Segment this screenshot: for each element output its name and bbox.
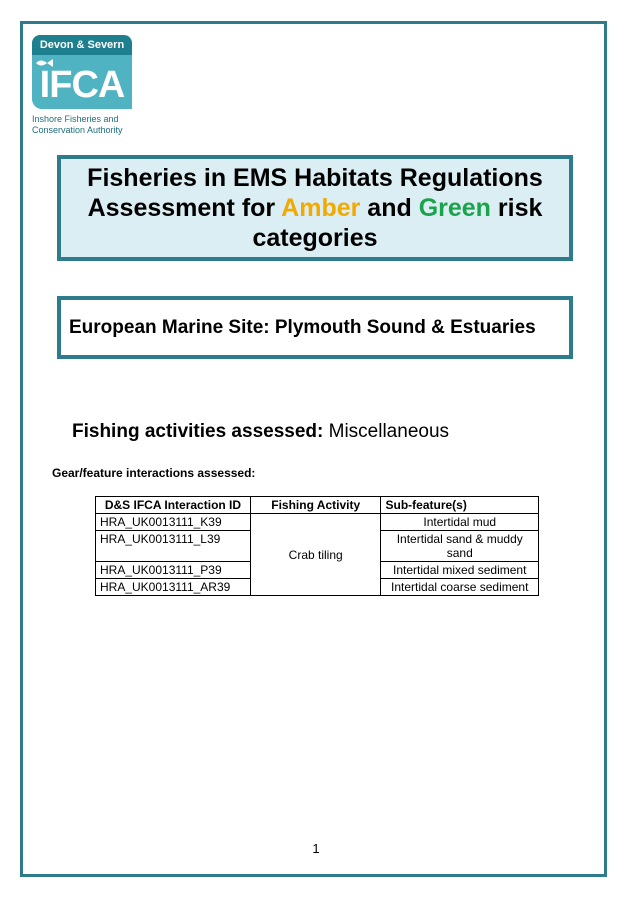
title-part2: and [360, 194, 419, 222]
logo-top-text: Devon & Severn [32, 35, 132, 55]
sub-feature: Intertidal sand & muddy sand [381, 531, 539, 562]
gear-heading: Gear/feature interactions assessed: [52, 466, 256, 480]
header-interaction-id: D&S IFCA Interaction ID [96, 497, 251, 514]
title-part3: risk categories [252, 194, 543, 252]
fishing-activity-cell: Crab tiling [250, 514, 381, 596]
logo-sub-line1: Inshore Fisheries and [32, 114, 119, 124]
interaction-id: HRA_UK0013111_AR39 [96, 579, 251, 596]
interaction-id: HRA_UK0013111_K39 [96, 514, 251, 531]
interaction-id: HRA_UK0013111_L39 [96, 531, 251, 562]
interactions-table [95, 496, 539, 596]
page-frame [20, 21, 607, 877]
title-box [57, 155, 573, 261]
logo-sub-line2: Conservation Authority [32, 125, 123, 135]
table-row [96, 514, 539, 531]
logo-ifca-text: IFCA [39, 64, 125, 106]
document-title [70, 163, 560, 253]
sub-feature: Intertidal mixed sediment [381, 562, 539, 579]
title-amber: Amber [281, 194, 361, 222]
sub-feature: Intertidal coarse sediment [381, 579, 539, 596]
activities-label: Fishing activities assessed: [72, 421, 324, 442]
table-header-row [96, 497, 539, 514]
header-sub-features: Sub-feature(s) [381, 497, 539, 514]
page-number: 1 [312, 841, 320, 856]
logo-subtitle [32, 114, 142, 136]
title-green: Green [418, 194, 491, 222]
ifca-logo [32, 35, 132, 139]
activities-value: Miscellaneous [323, 421, 450, 442]
fishing-activities [72, 421, 449, 443]
sub-feature: Intertidal mud [381, 514, 539, 531]
interaction-id: HRA_UK0013111_P39 [96, 562, 251, 579]
site-box [57, 296, 573, 359]
logo-main-block [32, 55, 132, 109]
title-part1: Fisheries in EMS Habitats Regulations Assessment for [87, 164, 543, 222]
header-fishing-activity: Fishing Activity [250, 497, 381, 514]
site-title: European Marine Site: Plymouth Sound & Estuaries [69, 316, 536, 338]
